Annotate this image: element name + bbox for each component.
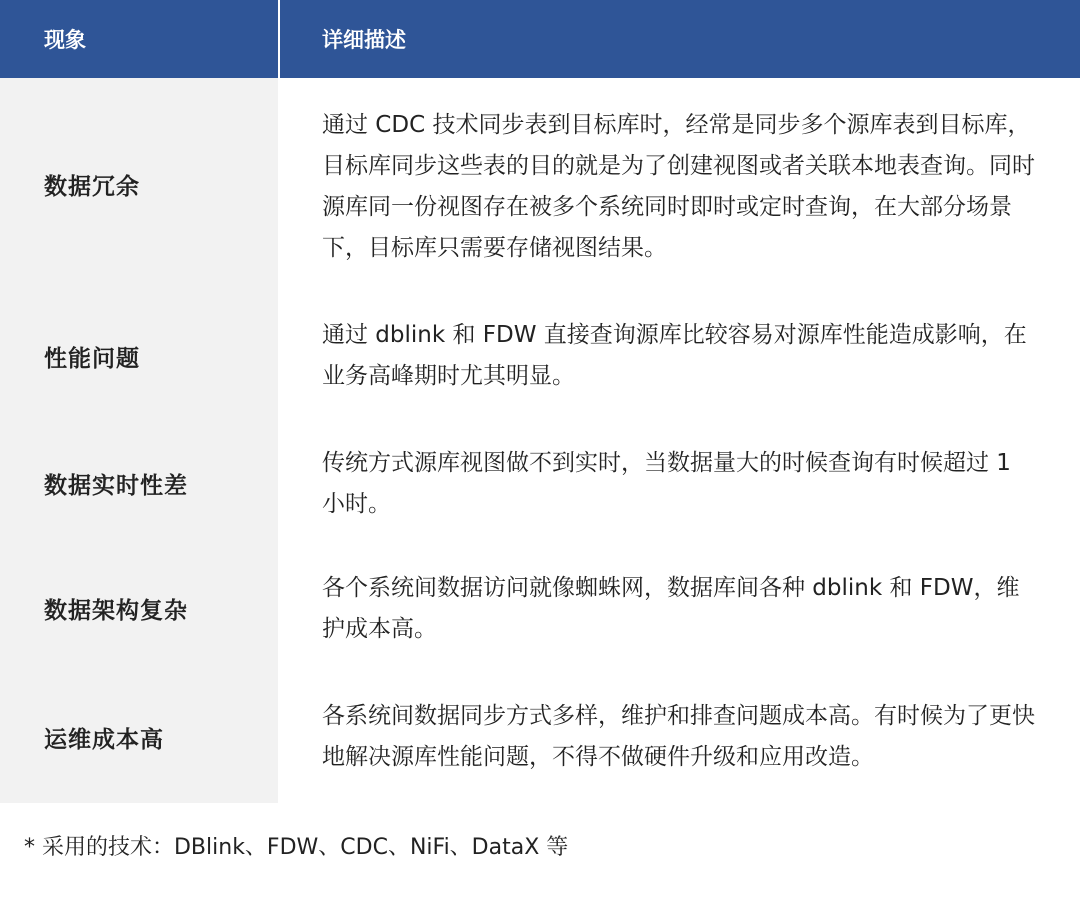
row-label: 运维成本高 bbox=[0, 671, 278, 803]
row-label: 数据冗余 bbox=[0, 78, 278, 291]
row-description: 传统方式源库视图做不到实时，当数据量大的时候查询有时候超过 1 小时。 bbox=[322, 449, 1011, 517]
header-description: 详细描述 bbox=[322, 28, 406, 52]
row-label: 数据实时性差 bbox=[0, 421, 278, 546]
table-row bbox=[0, 291, 1080, 421]
table-row bbox=[0, 546, 1080, 671]
table-header bbox=[0, 0, 1080, 78]
row-description: 各个系统间数据访问就像蜘蛛网，数据库间各种 dblink 和 FDW，维护成本高。 bbox=[322, 574, 1020, 642]
table-row bbox=[0, 671, 1080, 803]
table-body bbox=[0, 78, 1080, 803]
row-description: 通过 dblink 和 FDW 直接查询源库比较容易对源库性能造成影响，在业务高峰期时尤其明显。 bbox=[322, 322, 1027, 389]
row-label: 性能问题 bbox=[0, 291, 278, 421]
row-description: 通过 CDC 技术同步表到目标库时，经常是同步多个源库表到目标库，目标库同步这些表的目的就是为了创建视图或者关联本地表查询。同时源库同一份视图存在被多个系统同时即时或定时查询，在大部分场景下，目标库只需要存储视图结果。 bbox=[322, 111, 1035, 261]
table-row bbox=[0, 78, 1080, 291]
row-label: 数据架构复杂 bbox=[0, 546, 278, 671]
row-description: 各系统间数据同步方式多样，维护和排查问题成本高。有时候为了更快地解决源库性能问题，不得不做硬件升级和应用改造。 bbox=[322, 703, 1035, 770]
table-row bbox=[0, 421, 1080, 546]
technology-footnote: * 采用的技术：DBlink、FDW、CDC、NiFi、DataX 等 bbox=[24, 835, 569, 860]
header-phenomenon: 现象 bbox=[44, 28, 86, 52]
